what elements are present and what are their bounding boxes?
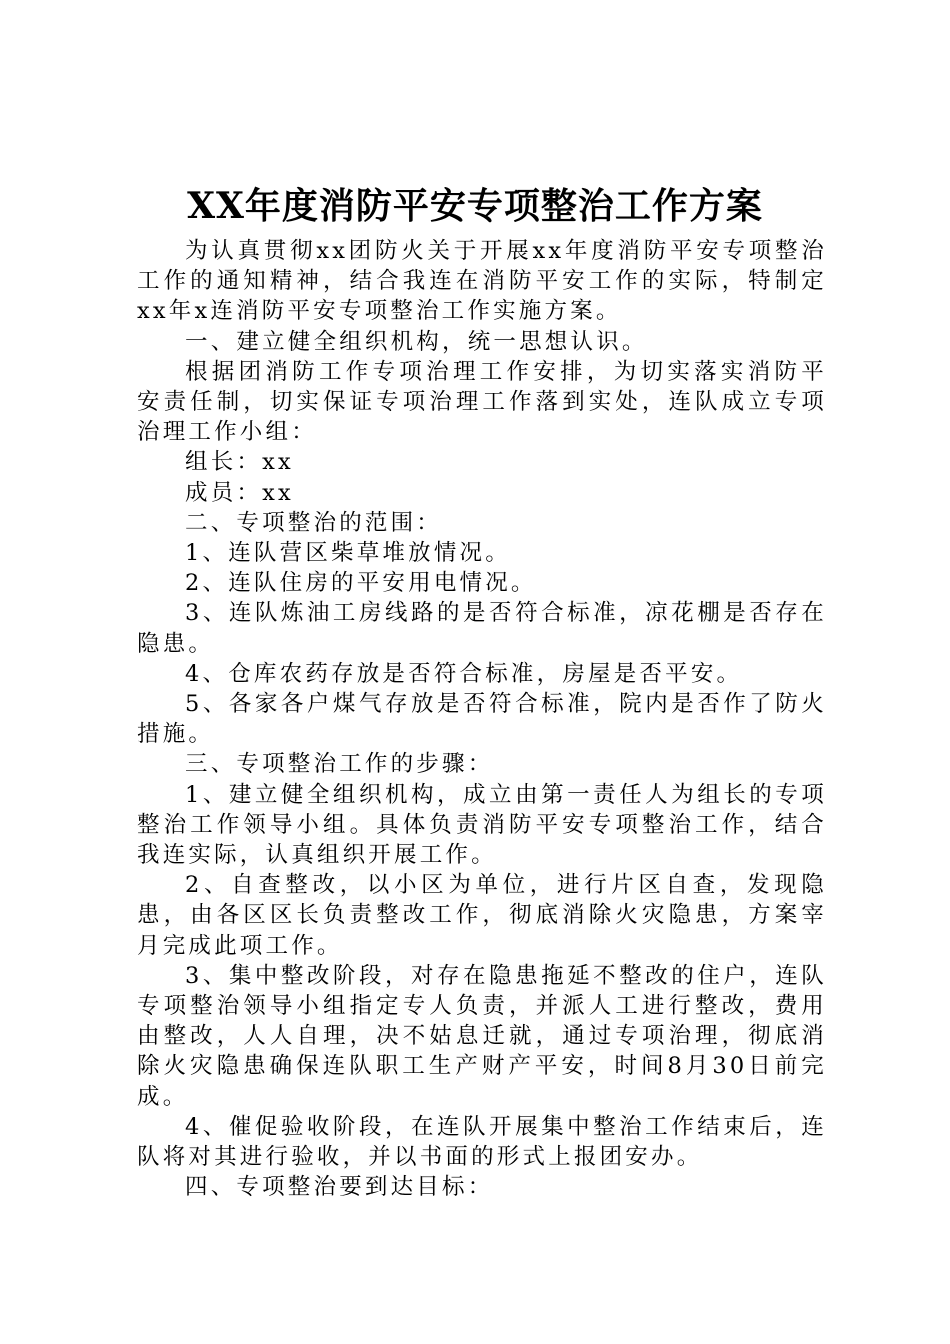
document-title: XX年度消防平安专项整治工作方案: [187, 185, 763, 227]
section-heading-1: 一、建立健全组织机构，统一思想认识。: [185, 328, 648, 355]
section-heading-4: 四、专项整治要到达目标：: [185, 1174, 494, 1201]
list-item-scope-5: 5、各家各户煤气存放是否符合标准，院内是否作了防火措施。: [137, 691, 827, 748]
list-item-step-1: 1、建立健全组织机构，成立由第一责任人为组长的专项整治工作领导小组。具体负责消防平安专项整治工作，结合我连实际，认真组织开展工作。: [137, 781, 827, 869]
list-item-scope-1: 1、连队营区柴草堆放情况。: [185, 540, 511, 567]
paragraph-intro: 为认真贯彻xx团防火关于开展xx年度消防平安专项整治工作的通知精神，结合我连在消防平安工作的实际，特制定xx年x连消防平安专项整治工作实施方案。: [137, 238, 827, 325]
list-item-scope-2: 2、连队住房的平安用电情况。: [185, 570, 537, 597]
list-item-scope-3: 3、连队炼油工房线路的是否符合标准，凉花棚是否存在隐患。: [137, 600, 827, 657]
paragraph-leader: 组长：xx: [185, 449, 294, 476]
paragraph-members: 成员：xx: [185, 479, 294, 506]
list-item-step-2: 2、自查整改，以小区为单位，进行片区自查，发现隐患，由各区区长负责整改工作，彻底消除火灾隐患，方案宰月完成此项工作。: [137, 872, 827, 959]
paragraph-organization: 根据团消防工作专项治理工作安排，为切实落实消防平安责任制，切实保证专项治理工作落到实处，连队成立专项治理工作小组：: [137, 358, 827, 446]
document-body: [137, 236, 827, 1203]
section-heading-2: 二、专项整治的范围：: [185, 509, 443, 536]
list-item-step-4: 4、催促验收阶段，在连队开展集中整治工作结束后，连队将对其进行验收，并以书面的形式上报团安办。: [137, 1113, 827, 1171]
section-heading-3: 三、专项整治工作的步骤：: [185, 751, 494, 778]
list-item-step-3: 3、集中整改阶段，对存在隐患拖延不整改的住户，连队专项整治领导小组指定专人负责，并派人工进行整改，费用由整改，人人自理，决不姑息迁就，通过专项治理，彻底消除火灾隐患确保连队职工生产财产平安，时间8月30日前完成。: [137, 962, 827, 1110]
list-item-scope-4: 4、仓库农药存放是否符合标准，房屋是否平安。: [185, 660, 743, 687]
